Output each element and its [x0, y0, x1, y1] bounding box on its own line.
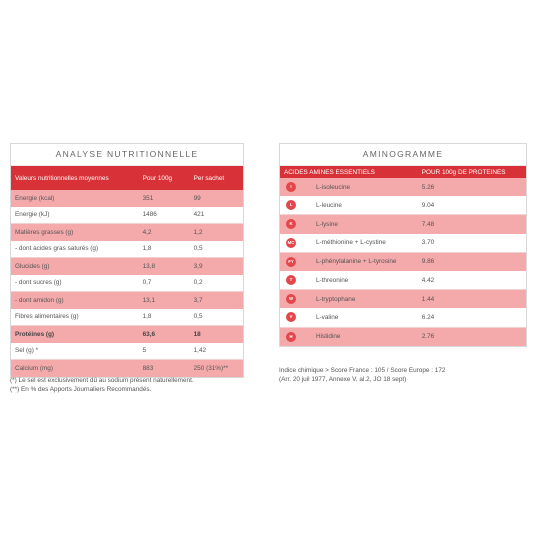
nutrition-title: ANALYSE NUTRITIONNELLE: [11, 144, 243, 166]
amino-badge-cell: [280, 308, 312, 327]
nutrient-label: - dont acides gras saturés (g): [11, 241, 139, 258]
aminogram-row: [280, 290, 526, 309]
amino-badge-cell: [280, 327, 312, 346]
footnote-daily-intake: (**) En % des Apports Journaliers Recommandés.: [10, 386, 152, 393]
amino-badge-cell: [280, 178, 312, 196]
amino-badge-cell: [280, 252, 312, 271]
aminogram-row: [280, 178, 526, 196]
nutrient-label: Glucides (g): [11, 258, 139, 275]
amino-badge-cell: [280, 290, 312, 309]
aminogram-row: [280, 327, 526, 346]
value-per-100g: 351: [139, 190, 190, 207]
value-per-sachet: 1,42: [190, 343, 243, 360]
header-per-100g-protein: POUR 100g DE PROTEINES: [418, 166, 526, 178]
amino-badge-icon: K: [286, 219, 296, 229]
nutrition-row: [11, 292, 243, 309]
nutrient-label: Calcium (mg): [11, 360, 139, 377]
value-per-sachet: 421: [190, 207, 243, 224]
amino-acid-value: 9.04: [418, 196, 526, 215]
amino-badge-cell: [280, 234, 312, 253]
aminogram-panel: [279, 143, 527, 347]
nutrition-table: [11, 166, 243, 377]
aminogram-rows: [280, 178, 526, 346]
header-nutrient: Valeurs nutritionnelles moyennes: [11, 166, 139, 190]
nutrient-label: - dont sucres (g): [11, 275, 139, 292]
value-per-sachet: 3,9: [190, 258, 243, 275]
value-per-100g: 5: [139, 343, 190, 360]
value-per-sachet: 99: [190, 190, 243, 207]
value-per-100g: 1,8: [139, 241, 190, 258]
value-per-sachet: 18: [190, 326, 243, 343]
header-amino-acids: ACIDES AMINES ESSENTIELS: [280, 166, 418, 178]
nutrient-label: Fibres alimentaires (g): [11, 309, 139, 326]
nutrition-row: [11, 309, 243, 326]
amino-badge-cell: [280, 271, 312, 290]
amino-acid-name: L-leucine: [312, 196, 418, 215]
value-per-sachet: 1,2: [190, 224, 243, 241]
amino-acid-value: 2.76: [418, 327, 526, 346]
aminogram-row: [280, 196, 526, 215]
nutrition-row: [11, 360, 243, 377]
value-per-sachet: 0,5: [190, 241, 243, 258]
nutrient-label: - dont amidon (g): [11, 292, 139, 309]
aminogram-header-row: [280, 166, 526, 178]
value-per-100g: 0,7: [139, 275, 190, 292]
amino-acid-name: L-méthionine + L-cystine: [312, 234, 418, 253]
value-per-sachet: 0,5: [190, 309, 243, 326]
nutrition-row: [11, 207, 243, 224]
nutrient-label: Energie (kcal): [11, 190, 139, 207]
amino-acid-value: 3.70: [418, 234, 526, 253]
nutrient-label: Energie (kJ): [11, 207, 139, 224]
nutrition-panel: [10, 143, 244, 378]
amino-acid-value: 7.48: [418, 215, 526, 234]
chemical-index-score: Indice chimique > Score France : 105 / Score Europe : 172: [279, 367, 446, 374]
nutrient-label: Sel (g) *: [11, 343, 139, 360]
nutrition-footnotes: [10, 376, 245, 394]
value-per-100g: 883: [139, 360, 190, 377]
nutrition-row: [11, 241, 243, 258]
nutrition-row: [11, 343, 243, 360]
value-per-sachet: 3,7: [190, 292, 243, 309]
amino-acid-name: L-tryptophane: [312, 290, 418, 309]
header-per-100g: Pour 100g: [139, 166, 190, 190]
amino-badge-icon: H: [286, 332, 296, 342]
amino-badge-icon: FY: [286, 257, 296, 267]
value-per-sachet: 250 (31%)**: [190, 360, 243, 377]
nutrition-row: [11, 224, 243, 241]
nutrition-row: [11, 326, 243, 343]
chemical-index-note: [279, 366, 529, 384]
amino-acid-value: 5.26: [418, 178, 526, 196]
amino-badge-icon: MC: [286, 238, 296, 248]
nutrient-label: Matières grasses (g): [11, 224, 139, 241]
aminogram-row: [280, 215, 526, 234]
amino-badge-icon: T: [286, 275, 296, 285]
nutrition-row: [11, 275, 243, 292]
nutrition-header-row: [11, 166, 243, 190]
amino-acid-value: 6.24: [418, 308, 526, 327]
amino-acid-name: L-valine: [312, 308, 418, 327]
nutrition-row: [11, 258, 243, 275]
amino-acid-name: L-threonine: [312, 271, 418, 290]
value-per-100g: 13,1: [139, 292, 190, 309]
aminogram-row: [280, 252, 526, 271]
value-per-100g: 13,8: [139, 258, 190, 275]
aminogram-title: AMINOGRAMME: [280, 144, 526, 166]
aminogram-row: [280, 308, 526, 327]
amino-badge-icon: L: [286, 200, 296, 210]
amino-acid-name: L-isoleucine: [312, 178, 418, 196]
amino-acid-name: L-lysine: [312, 215, 418, 234]
chemical-index-reference: (Arr. 20 juil 1977, Annexe V, al.2, JO 18 sept): [279, 376, 407, 383]
nutrition-rows: [11, 190, 243, 377]
amino-badge-icon: I: [286, 182, 296, 192]
footnote-salt: (*) Le sel est exclusivement dû au sodium présent naturellement.: [10, 377, 194, 384]
value-per-100g: 4,2: [139, 224, 190, 241]
aminogram-row: [280, 271, 526, 290]
value-per-100g: 1,8: [139, 309, 190, 326]
amino-acid-name: Histidine: [312, 327, 418, 346]
aminogram-table: [280, 166, 526, 346]
value-per-100g: 63,6: [139, 326, 190, 343]
amino-acid-value: 9.86: [418, 252, 526, 271]
aminogram-row: [280, 234, 526, 253]
amino-badge-icon: V: [286, 312, 296, 322]
amino-acid-value: 1.44: [418, 290, 526, 309]
value-per-sachet: 0,2: [190, 275, 243, 292]
nutrient-label: Protéines (g): [11, 326, 139, 343]
amino-acid-value: 4.42: [418, 271, 526, 290]
amino-acid-name: L-phénylalanine + L-tyrosine: [312, 252, 418, 271]
amino-badge-icon: W: [286, 294, 296, 304]
header-per-sachet: Per sachet: [190, 166, 243, 190]
nutrition-row: [11, 190, 243, 207]
amino-badge-cell: [280, 215, 312, 234]
amino-badge-cell: [280, 196, 312, 215]
value-per-100g: 1486: [139, 207, 190, 224]
